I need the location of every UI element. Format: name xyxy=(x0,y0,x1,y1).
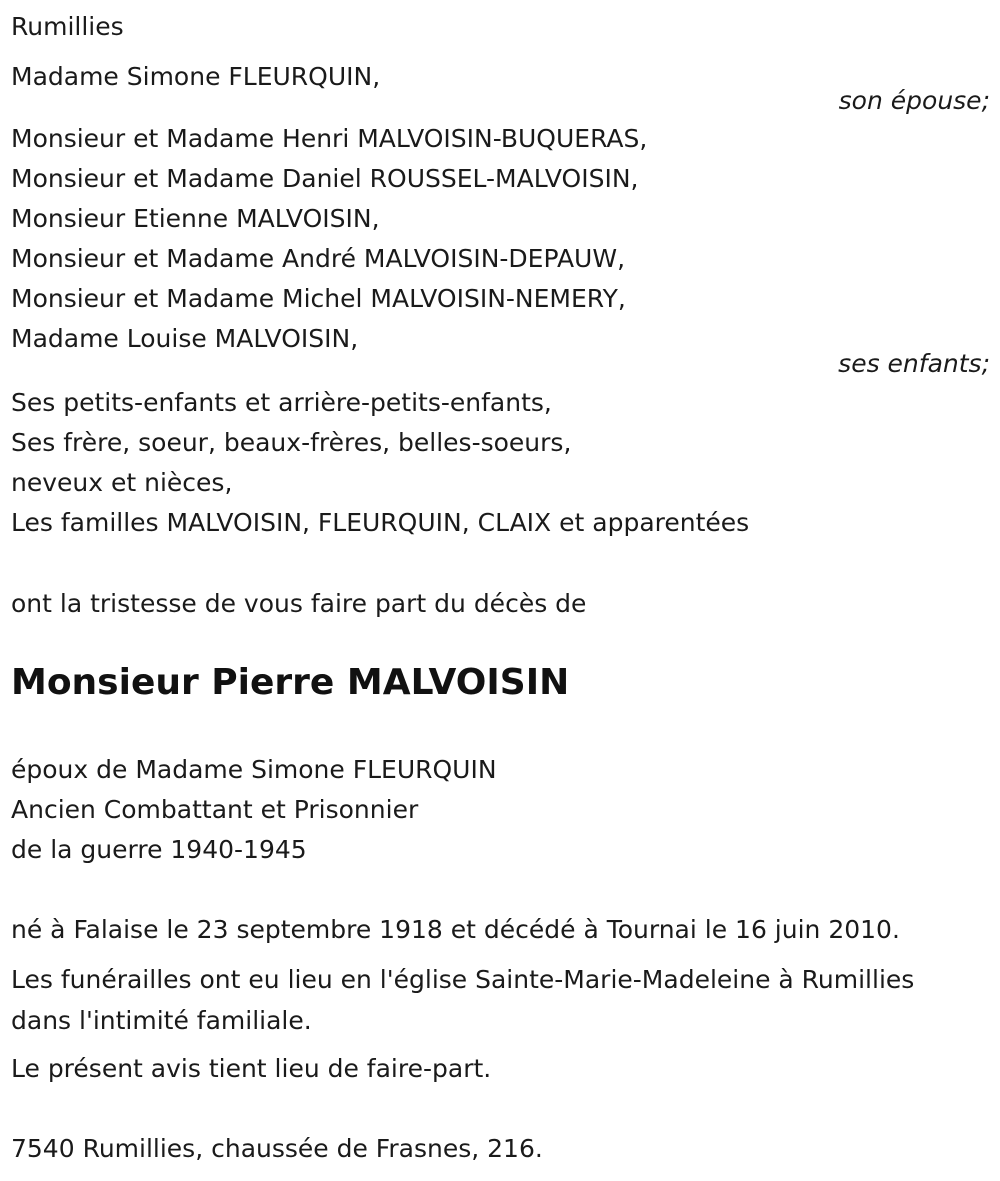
relatives-line: Les familles MALVOISIN, FLEURQUIN, CLAIX et apparentées xyxy=(11,508,750,537)
announcement: ont la tristesse de vous faire part du décès de xyxy=(11,589,587,618)
detail-line: Ancien Combattant et Prisonnier xyxy=(11,795,419,824)
funeral-line: dans l'intimité familiale. xyxy=(11,1006,312,1035)
relatives-line: Ses petits-enfants et arrière-petits-enfants, xyxy=(11,388,552,417)
child-line: Monsieur et Madame Henri MALVOISIN-BUQUERAS, xyxy=(11,124,648,153)
place-header: Rumillies xyxy=(11,12,124,41)
detail-line: de la guerre 1940-1945 xyxy=(11,835,307,864)
spouse-name: Madame Simone FLEURQUIN, xyxy=(11,62,381,91)
child-line: Monsieur et Madame André MALVOISIN-DEPAUW, xyxy=(11,244,626,273)
address-line: 7540 Rumillies, chaussée de Frasnes, 216. xyxy=(11,1134,543,1163)
relatives-line: Ses frère, soeur, beaux-frères, belles-soeurs, xyxy=(11,428,572,457)
detail-line: époux de Madame Simone FLEURQUIN xyxy=(11,755,497,784)
deceased-name: Monsieur Pierre MALVOISIN xyxy=(11,662,570,703)
children-role: ses enfants; xyxy=(838,349,990,378)
spouse-role: son épouse; xyxy=(838,86,990,115)
relatives-line: neveux et nièces, xyxy=(11,468,233,497)
child-line: Monsieur et Madame Michel MALVOISIN-NEMERY, xyxy=(11,284,626,313)
funeral-line: Les funérailles ont eu lieu en l'église Sainte-Marie-Madeleine à Rumillies xyxy=(11,965,915,994)
child-line: Monsieur Etienne MALVOISIN, xyxy=(11,204,380,233)
notice-line: Le présent avis tient lieu de faire-part. xyxy=(11,1054,492,1083)
child-line: Monsieur et Madame Daniel ROUSSEL-MALVOISIN, xyxy=(11,164,639,193)
birth-death-line: né à Falaise le 23 septembre 1918 et décédé à Tournai le 16 juin 2010. xyxy=(11,915,900,944)
child-line: Madame Louise MALVOISIN, xyxy=(11,324,359,353)
